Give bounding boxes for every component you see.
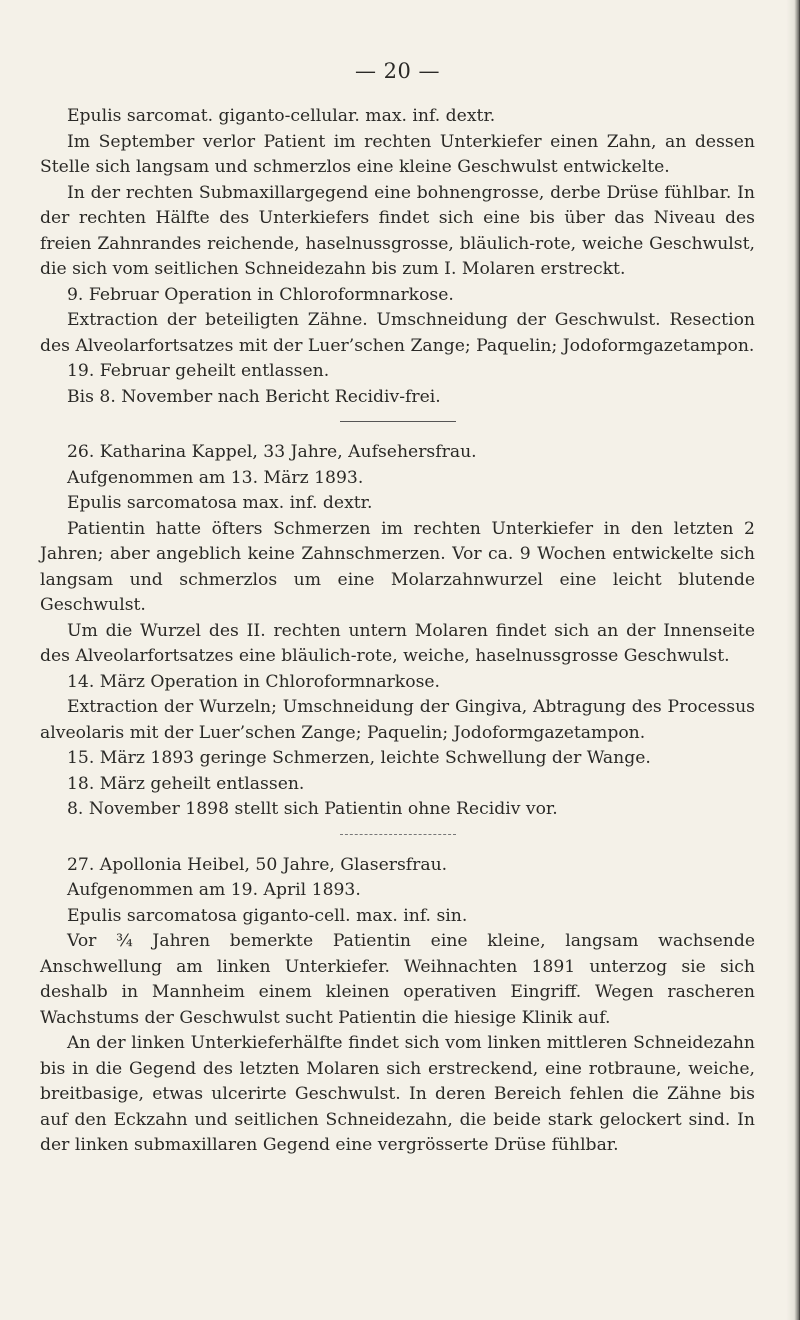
- paragraph: Patientin hatte öfters Schmerzen im rechten Unterkiefer in den letzten 2 Jahren; aber angeblich keine Zahnschmerzen. Vor ca. 9 Wochen entwickelte sich langsam und schmerzlos um eine Molarzahnwurzel eine leicht blutende Geschwulst.: [40, 518, 755, 615]
- page-number: — 20 —: [354, 59, 441, 83]
- paragraph: Aufgenommen am 19. April 1893.: [67, 880, 361, 900]
- paragraph: 19. Februar geheilt entlassen.: [67, 361, 330, 381]
- paragraph: Epulis sarcomatosa max. inf. dextr.: [67, 493, 373, 513]
- paragraph: Extraction der Wurzeln; Umschneidung der Gingiva, Abtragung des Processus alveolaris mit der Luer’schen Zange; Paquelin; Jodoformgazetampon.: [40, 697, 755, 743]
- paragraph: Im September verlor Patient im rechten Unterkiefer einen Zahn, an dessen Stelle sich langsam und schmerzlos eine kleine Geschwulst entwickelte.: [40, 131, 755, 177]
- paragraph: 14. März Operation in Chloroformnarkose.: [67, 671, 441, 692]
- paragraph: 15. März 1893 geringe Schmerzen, leichte Schwellung der Wange.: [67, 748, 651, 768]
- paragraph: An der linken Unterkieferhälfte findet sich vom linken mittleren Schneidezahn bis in die Gegend des letzten Molaren sich erstreckend, eine rotbraune, weiche, breitbasige, etwas ulcerirte Geschwulst. In deren Bereich fehlen die Zähne bis auf den Eckzahn und seitlichen Schneidezahn, die beide stark gelockert sind. In der linken submaxillaren Gegend eine vergrösserte Drüse fühlbar.: [40, 1033, 755, 1155]
- case-section-continued: [40, 104, 755, 410]
- paragraph: 18. März geheilt entlassen.: [67, 773, 305, 794]
- paragraph: 26. Katharina Kappel, 33 Jahre, Aufsehersfrau.: [67, 442, 477, 462]
- case-section-26: [40, 440, 755, 823]
- paragraph: In der rechten Submaxillargegend eine bohnengrosse, derbe Drüse fühlbar. In der rechten Hälfte des Unterkiefers findet sich eine bis über das Niveau des freien Zahnrandes reichende, haselnussgrosse, bläulich-rote, weiche Geschwulst, die sich vom seitlichen Schneidezahn bis zum I. Molaren erstreckt.: [40, 182, 755, 279]
- section-divider: [340, 834, 456, 835]
- paragraph: Epulis sarcomatosa giganto-cell. max. inf. sin.: [67, 905, 468, 926]
- page-edge-shadow: [786, 0, 800, 1320]
- paragraph: 27. Apollonia Heibel, 50 Jahre, Glasersfrau.: [67, 854, 448, 875]
- paragraph: Extraction der beteiligten Zähne. Umschneidung der Geschwulst. Resection des Alveolarfortsatzes mit der Luer’schen Zange; Paquelin; Jodoformgazetampon.: [40, 310, 755, 356]
- paragraph: Um die Wurzel des II. rechten untern Molaren findet sich an der Innenseite des Alveolarfortsatzes eine bläulich-rote, weiche, haselnussgrosse Geschwulst.: [40, 620, 755, 666]
- paragraph: Epulis sarcomat. giganto-cellular. max. inf. dextr.: [67, 106, 496, 126]
- paragraph: Bis 8. November nach Bericht Recidiv-frei.: [67, 386, 441, 407]
- paragraph: Aufgenommen am 13. März 1893.: [67, 467, 364, 488]
- paragraph: Vor ¾ Jahren bemerkte Patientin eine kleine, langsam wachsende Anschwellung am linken Unterkiefer. Weihnachten 1891 unterzog sie sich deshalb in Mannheim einem kleinen operativen Eingriff. Wegen rascheren Wachstums der Geschwulst sucht Patientin die hiesige Klinik auf.: [40, 931, 755, 1028]
- section-divider: [340, 421, 456, 422]
- paragraph: 8. November 1898 stellt sich Patientin ohne Recidiv vor.: [67, 799, 558, 819]
- paragraph: 9. Februar Operation in Chloroformnarkose.: [67, 284, 454, 305]
- case-section-27: [40, 853, 755, 1159]
